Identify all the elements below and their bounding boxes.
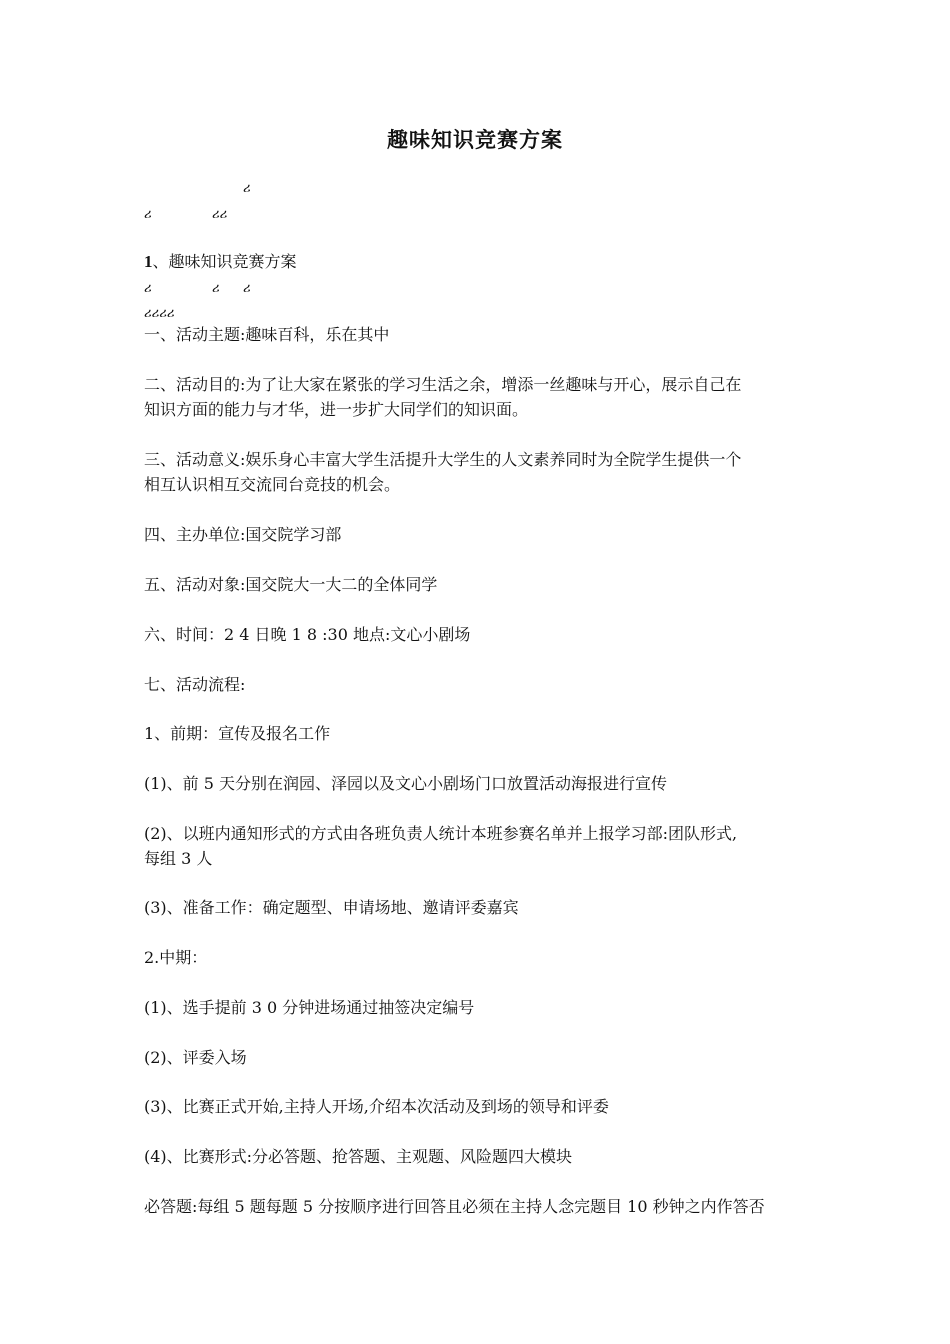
stray-mark: ሪሪሪሪ: [144, 306, 175, 321]
paragraph-line: (3)、准备工作：确定题型、申请场地、邀请评委嘉宾: [144, 898, 519, 917]
section-number: 1: [144, 252, 153, 271]
paragraph-line: 六、时间：2 4 日晚 1 8 :30 地点:文心小剧场: [144, 625, 471, 644]
paragraph-line: (1)、前 5 天分别在润园、泽园以及文心小剧场门口放置活动海报进行宣传: [144, 774, 668, 793]
paragraph-line: (3)、比赛正式开始,主持人开场,介绍本次活动及到场的领导和评委: [144, 1097, 609, 1116]
stray-mark: ሪ: [243, 181, 251, 196]
stray-mark: ሪ: [144, 281, 152, 296]
paragraph-line: (1)、选手提前 3 0 分钟进场通过抽签决定编号: [144, 998, 475, 1017]
stray-mark: ሪ: [212, 281, 220, 296]
document-title: 趣味知识竞赛方案: [387, 127, 563, 152]
paragraph-line: 1、前期：宣传及报名工作: [144, 724, 331, 743]
paragraph-line: 相互认识相互交流同台竞技的机会。: [144, 475, 401, 494]
paragraph-line: (4)、比赛形式:分必答题、抢答题、主观题、风险题四大模块: [144, 1147, 573, 1166]
paragraph-line: 三、活动意义:娱乐身心丰富大学生活提升大学生的人文素养同时为全院学生提供一个: [144, 450, 742, 469]
paragraph-line: 知识方面的能力与才华，进一步扩大同学们的知识面。: [144, 400, 529, 419]
stray-mark: ሪ: [144, 207, 152, 222]
paragraph-line: 五、活动对象:国交院大一大二的全体同学: [144, 575, 438, 594]
paragraph-line: 一、活动主题:趣味百科，乐在其中: [144, 325, 390, 344]
paragraph-line: 必答题:每组 5 题每题 5 分按顺序进行回答且必须在主持人念完题目 10 秒钟之内作答否: [144, 1197, 765, 1216]
stray-mark: ሪሪ: [212, 207, 228, 222]
section-title: 、趣味知识竞赛方案: [152, 252, 297, 271]
paragraph-line: (2)、评委入场: [144, 1048, 247, 1067]
paragraph-line: (2)、以班内通知形式的方式由各班负责人统计本班参赛名单并上报学习部:团队形式,: [144, 824, 738, 843]
paragraph-line: 四、主办单位:国交院学习部: [144, 525, 342, 544]
section-heading: [144, 251, 297, 273]
paragraph-line: 2.中期：: [144, 948, 208, 967]
paragraph-line: 二、活动目的:为了让大家在紧张的学习生活之余，增添一丝趣味与开心，展示自己在: [144, 375, 742, 394]
paragraph-line: 七、活动流程:: [144, 675, 246, 694]
stray-mark: ሪ: [243, 281, 251, 296]
paragraph-line: 每组 3 人: [144, 849, 213, 868]
